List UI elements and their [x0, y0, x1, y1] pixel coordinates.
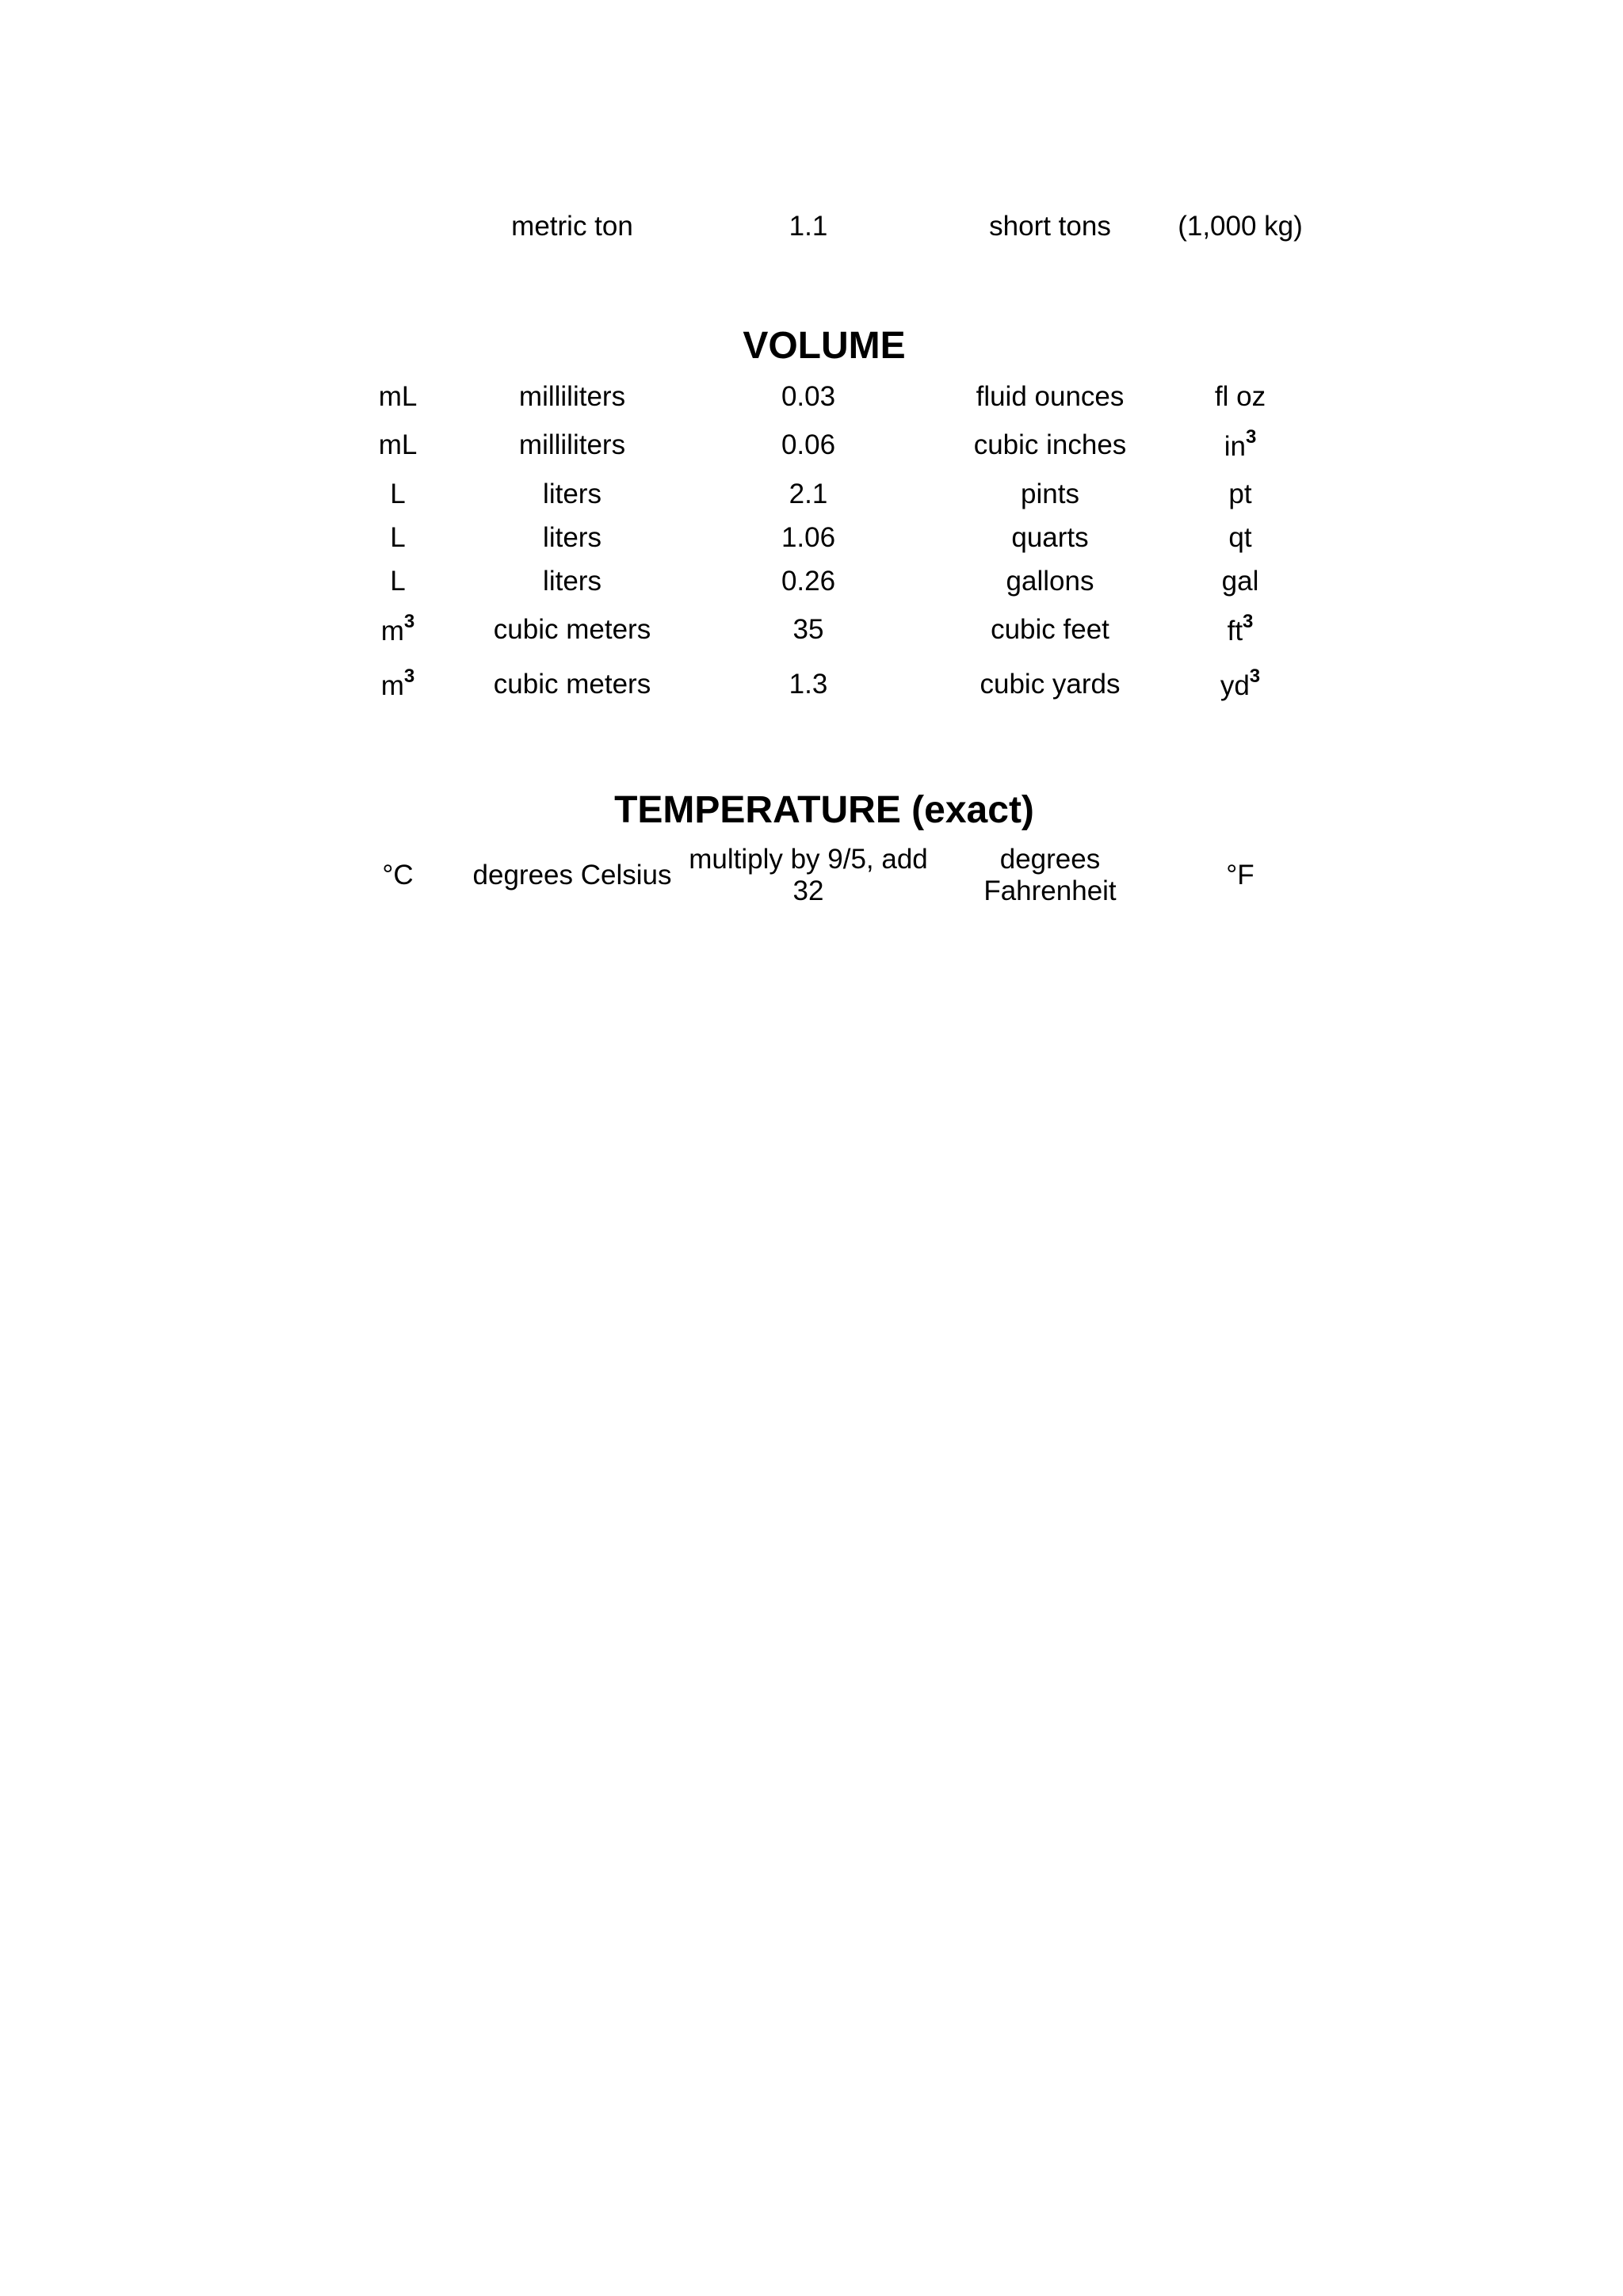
when-you-know-cell: cubic meters: [493, 614, 651, 645]
when-you-know-cell: milliliters: [518, 381, 626, 412]
find-symbol-cell: $in^3$: [1224, 426, 1257, 462]
multiply-by-cell: 35: [792, 614, 824, 645]
when-you-know-cell: liters: [543, 522, 601, 553]
symbol-cell: L: [390, 566, 406, 597]
symbol-cell: mL: [378, 381, 418, 412]
multiply-by-cell: 0.26: [781, 566, 836, 597]
to-find-cell: pints: [1021, 479, 1079, 509]
multiply-by-cell: 2.1: [789, 479, 828, 509]
symbol-cell: L: [390, 522, 406, 553]
find-symbol-cell: $ft^3$: [1227, 611, 1254, 646]
when-you-know-cell: liters: [543, 479, 601, 509]
to-find-cell: cubic feet: [991, 614, 1109, 645]
find-symbol-cell: (1,000 kg): [1178, 211, 1303, 242]
to-find-cell: degrees Fahrenheit: [983, 844, 1117, 906]
when-you-know-cell: metric ton: [511, 211, 633, 242]
multiply-by-cell: 0.03: [781, 381, 836, 412]
to-find-cell: cubic inches: [973, 429, 1127, 460]
find-symbol-cell: fl oz: [1214, 381, 1266, 412]
find-symbol-cell: pt: [1228, 479, 1252, 509]
when-you-know-cell: degrees Celsius: [472, 860, 672, 891]
find-symbol-cell: $yd^3$: [1220, 666, 1261, 701]
to-find-cell: short tons: [989, 211, 1111, 242]
multiply-by-cell: 1.3: [789, 669, 828, 700]
multiply-by-cell: 0.06: [781, 429, 836, 460]
find-symbol-cell: °F: [1226, 860, 1254, 891]
symbol-cell: °C: [382, 860, 414, 891]
multiply-by-cell: 1.06: [781, 522, 836, 553]
multiply-by-cell: 1.1: [789, 211, 828, 242]
when-you-know-cell: liters: [543, 566, 601, 597]
to-find-cell: quarts: [1011, 522, 1089, 553]
symbol-cell: L: [390, 479, 406, 509]
when-you-know-cell: cubic meters: [493, 669, 651, 700]
temperature-heading: TEMPERATURE (exact): [614, 789, 1034, 831]
to-find-cell: gallons: [1006, 566, 1094, 597]
volume-heading: VOLUME: [743, 325, 906, 367]
find-symbol-cell: gal: [1221, 566, 1259, 597]
to-find-cell: fluid ounces: [976, 381, 1125, 412]
symbol-cell: mL: [378, 429, 418, 460]
multiply-by-cell: multiply by 9/5, add 32: [689, 844, 928, 906]
to-find-cell: cubic yards: [980, 669, 1121, 700]
symbol-cell: $m^3$: [380, 611, 415, 646]
when-you-know-cell: milliliters: [518, 429, 626, 460]
symbol-cell: $m^3$: [380, 666, 415, 701]
find-symbol-cell: qt: [1228, 522, 1252, 553]
